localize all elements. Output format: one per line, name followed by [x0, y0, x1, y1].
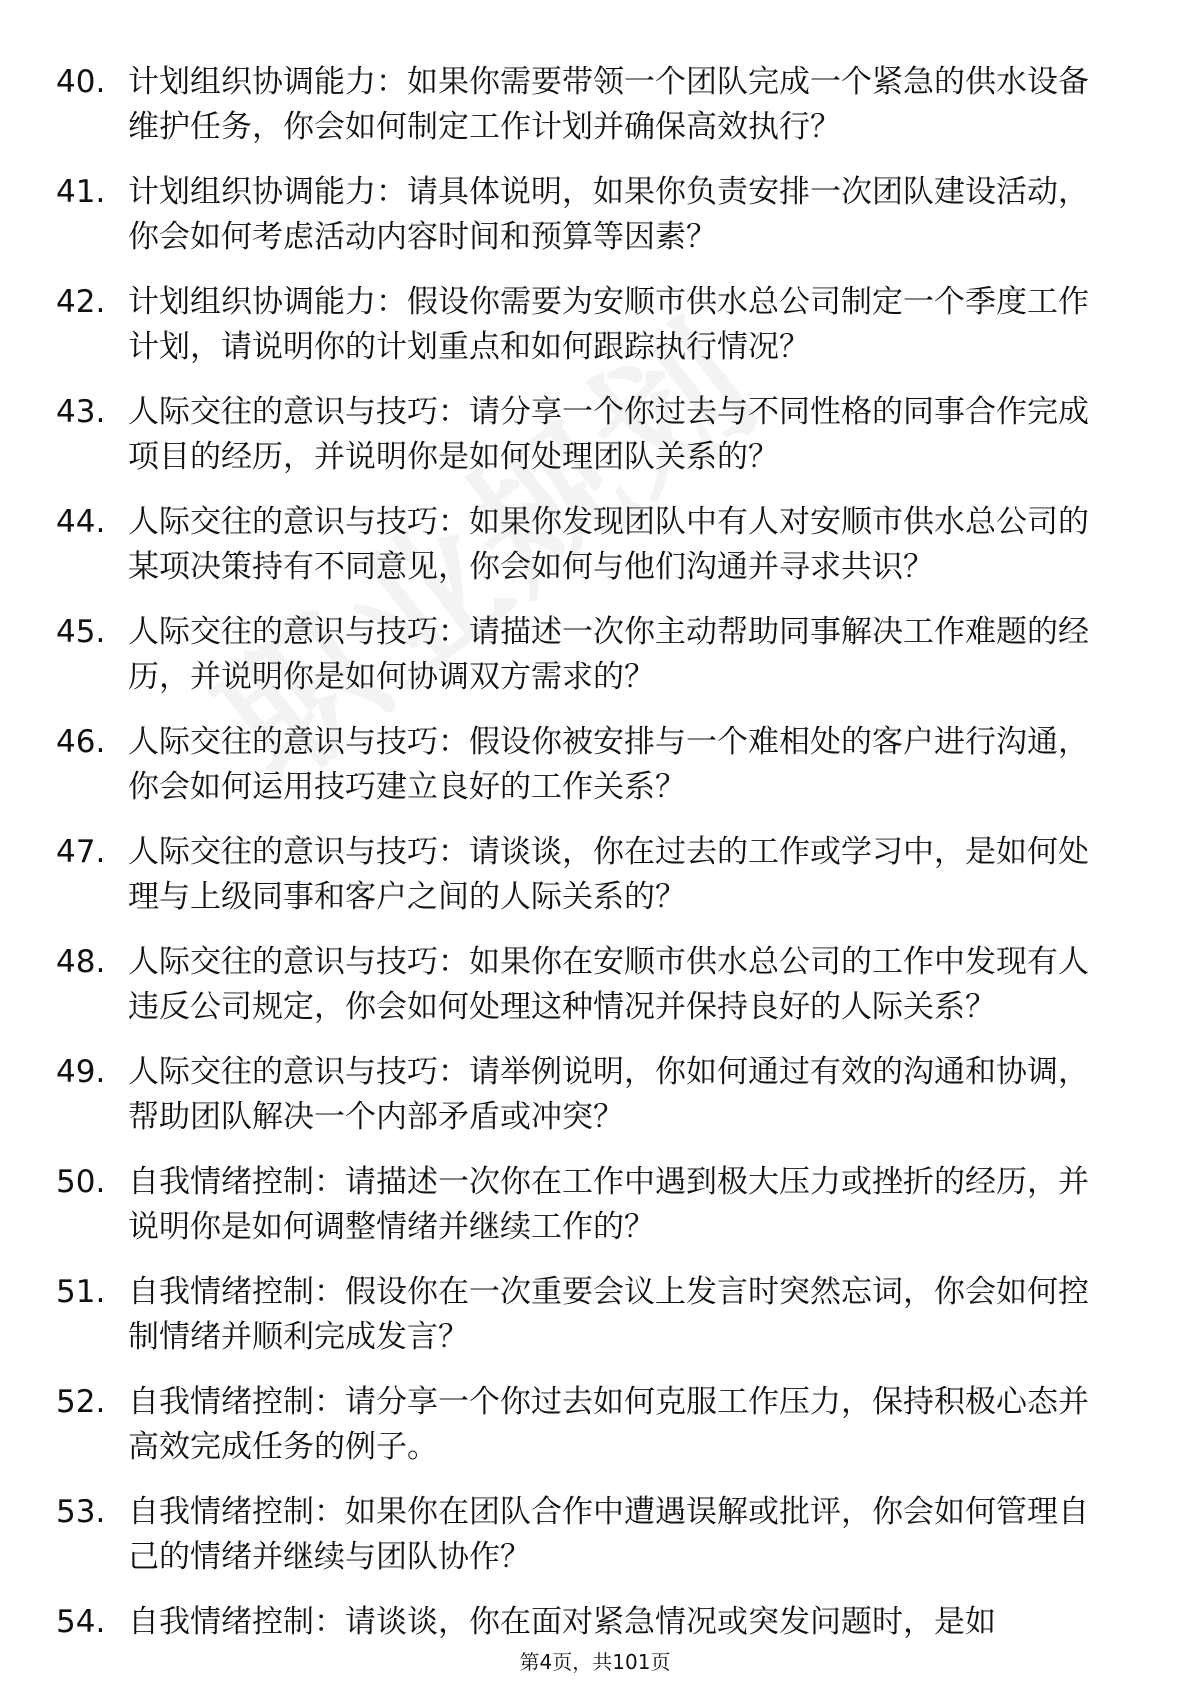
- question-number: 50.: [56, 1164, 106, 1200]
- question-number: 45.: [56, 614, 106, 650]
- question-text: 自我情绪控制：请描述一次你在工作中遇到极大压力或挫折的经历，并说明你是如何调整情绪并继续工作的？: [128, 1164, 1089, 1245]
- question-number: 47.: [56, 834, 106, 870]
- question-number: 40.: [56, 64, 106, 100]
- question-text: 计划组织协调能力：请具体说明，如果你负责安排一次团队建设活动，你会如何考虑活动内容时间和预算等因素？: [128, 174, 1089, 255]
- question-number: 49.: [56, 1054, 106, 1090]
- question-text: 人际交往的意识与技巧：请分享一个你过去与不同性格的同事合作完成项目的经历，并说明你是如何处理团队关系的？: [128, 394, 1089, 475]
- question-item: [0, 1270, 1190, 1360]
- question-text: 人际交往的意识与技巧：请谈谈，你在过去的工作或学习中，是如何处理与上级同事和客户之间的人际关系的？: [128, 834, 1089, 915]
- question-item: [0, 940, 1190, 1030]
- question-item: [0, 1160, 1190, 1250]
- question-item: [0, 60, 1190, 150]
- question-number: 53.: [56, 1494, 106, 1530]
- question-number: 48.: [56, 944, 106, 980]
- question-number: 51.: [56, 1274, 106, 1310]
- question-text: 自我情绪控制：假设你在一次重要会议上发言时突然忘词，你会如何控制情绪并顺利完成发言？: [128, 1274, 1089, 1355]
- question-number: 52.: [56, 1384, 106, 1420]
- question-number: 46.: [56, 724, 106, 760]
- question-text: 人际交往的意识与技巧：假设你被安排与一个难相处的客户进行沟通，你会如何运用技巧建立良好的工作关系？: [128, 724, 1089, 805]
- question-text: 自我情绪控制：请谈谈，你在面对紧急情况或突发问题时，是如: [128, 1604, 996, 1640]
- question-item: [0, 280, 1190, 370]
- question-item: [0, 610, 1190, 700]
- question-item: [0, 830, 1190, 920]
- question-text: 自我情绪控制：如果你在团队合作中遭遇误解或批评，你会如何管理自己的情绪并继续与团队协作？: [128, 1494, 1089, 1575]
- page-footer: 第4页，共101页: [519, 1650, 671, 1674]
- question-item: [0, 720, 1190, 810]
- question-number: 54.: [56, 1604, 106, 1640]
- question-list: [0, 60, 1190, 1665]
- question-text: 计划组织协调能力：假设你需要为安顺市供水总公司制定一个季度工作计划，请说明你的计划重点和如何跟踪执行情况？: [128, 284, 1089, 365]
- question-text: 人际交往的意识与技巧：如果你发现团队中有人对安顺市供水总公司的某项决策持有不同意见，你会如何与他们沟通并寻求共识？: [128, 504, 1089, 585]
- question-item: [0, 1050, 1190, 1140]
- question-item: [0, 1600, 1190, 1645]
- question-item: [0, 1490, 1190, 1580]
- question-number: 42.: [56, 284, 106, 320]
- question-text: 自我情绪控制：请分享一个你过去如何克服工作压力，保持积极心态并高效完成任务的例子。: [128, 1384, 1089, 1465]
- question-number: 44.: [56, 504, 106, 540]
- question-text: 人际交往的意识与技巧：请举例说明，你如何通过有效的沟通和协调，帮助团队解决一个内部矛盾或冲突？: [128, 1054, 1089, 1135]
- question-item: [0, 390, 1190, 480]
- question-item: [0, 170, 1190, 260]
- question-number: 41.: [56, 174, 106, 210]
- question-text: 人际交往的意识与技巧：如果你在安顺市供水总公司的工作中发现有人违反公司规定，你会如何处理这种情况并保持良好的人际关系？: [128, 944, 1089, 1025]
- question-number: 43.: [56, 394, 106, 430]
- question-text: 计划组织协调能力：如果你需要带领一个团队完成一个紧急的供水设备维护任务，你会如何制定工作计划并确保高效执行？: [128, 64, 1089, 145]
- question-item: [0, 1380, 1190, 1470]
- question-text: 人际交往的意识与技巧：请描述一次你主动帮助同事解决工作难题的经历，并说明你是如何协调双方需求的？: [128, 614, 1089, 695]
- question-item: [0, 500, 1190, 590]
